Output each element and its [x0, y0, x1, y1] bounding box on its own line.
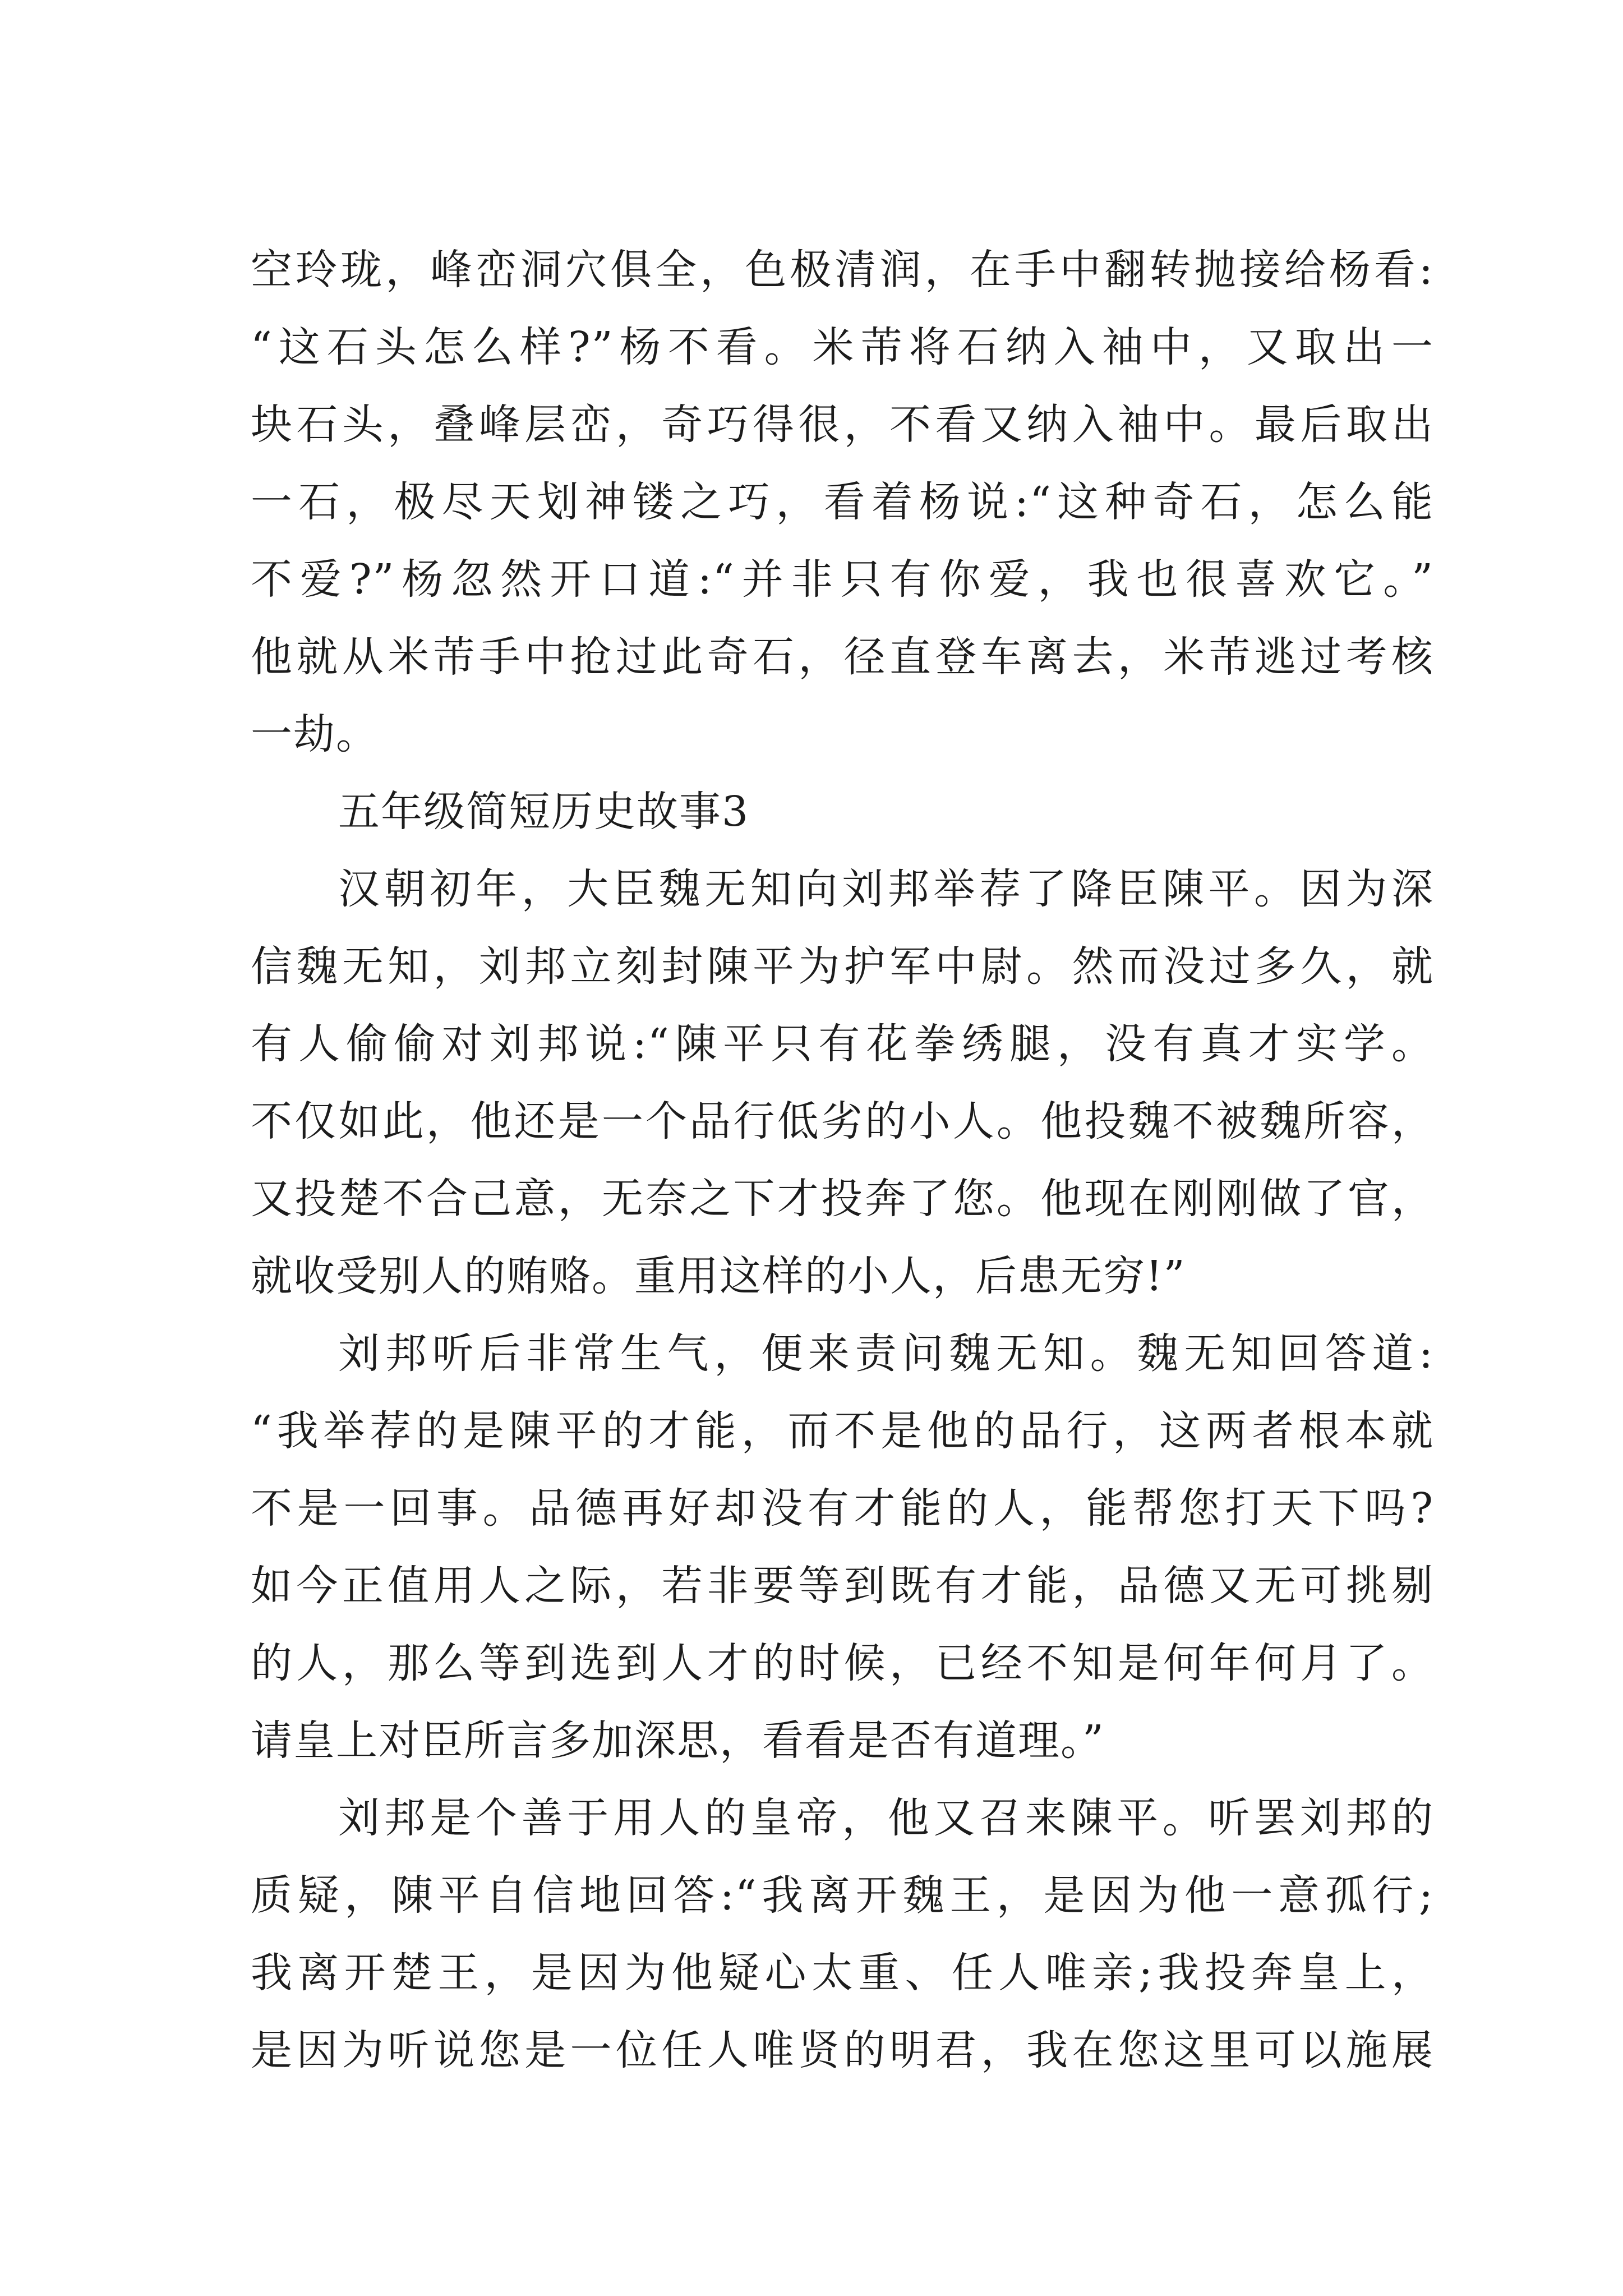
- text-line: 不爱?”杨忽然开口道:“并非只有你爱，我也很喜欢它。”: [251, 555, 1434, 604]
- text-line: 汉朝初年，大臣魏无知向刘邦举荐了降臣陳平。因为深: [338, 865, 1434, 913]
- text-line: 如今正值用人之际，若非要等到既有才能，品德又无可挑剔: [251, 1562, 1434, 1610]
- text-line: 刘邦是个善于用人的皇帝，他又召来陳平。听罢刘邦的: [338, 1794, 1434, 1842]
- text-line: 不仅如此，他还是一个品行低劣的小人。他投魏不被魏所容，: [251, 1097, 1434, 1145]
- paragraph: [251, 1779, 1434, 2089]
- text-line: 是因为听说您是一位任人唯贤的明君，我在您这里可以施展: [251, 2026, 1434, 2074]
- text-line: 的人，那么等到选到人才的时候，已经不知是何年何月了。: [251, 1639, 1434, 1687]
- text-line: “这石头怎么样?”杨不看。米芾将石纳入袖中，又取出一: [251, 323, 1434, 371]
- document-body: [251, 231, 1434, 2089]
- text-line: 他就从米芾手中抢过此奇石，径直登车离去，米芾逃过考核: [251, 633, 1434, 681]
- text-line: 就收受别人的贿赂。重用这样的小人，后患无穷!”: [251, 1252, 1186, 1300]
- text-line: 又投楚不合己意，无奈之下才投奔了您。他现在刚刚做了官，: [251, 1175, 1434, 1223]
- text-line: 质疑，陳平自信地回答:“我离开魏王，是因为他一意孤行;: [251, 1871, 1434, 1920]
- text-line: 有人偷偷对刘邦说:“陳平只有花拳绣腿，没有真才实学。: [251, 1020, 1434, 1068]
- text-line: “我举荐的是陳平的才能，而不是他的品行，这两者根本就: [251, 1407, 1434, 1455]
- paragraph: [251, 850, 1434, 1315]
- text-line: 一劫。: [251, 710, 379, 758]
- text-line: 信魏无知，刘邦立刻封陳平为护军中尉。然而没过多久，就: [251, 942, 1434, 991]
- text-line: 请皇上对臣所言多加深思，看看是否有道理。”: [251, 1717, 1105, 1765]
- text-line: 块石头，叠峰层峦，奇巧得很，不看又纳入袖中。最后取出: [251, 401, 1434, 449]
- text-line: 我离开楚王，是因为他疑心太重、任人唯亲;我投奔皇上，: [251, 1949, 1434, 1997]
- paragraph: [251, 1315, 1434, 1779]
- paragraph-continued: [251, 231, 1434, 773]
- text-line: 一石，极尽天划神镂之巧，看着杨说:“这种奇石，怎么能: [251, 478, 1434, 526]
- section-title: 五年级简短历史故事3: [338, 788, 750, 836]
- text-line: 空玲珑，峰峦洞穴俱全，色极清润，在手中翻转抛接给杨看:: [251, 246, 1434, 294]
- text-line: 刘邦听后非常生气，便来责问魏无知。魏无知回答道:: [338, 1329, 1434, 1378]
- text-line: 不是一回事。品德再好却没有才能的人，能帮您打天下吗?: [251, 1484, 1434, 1533]
